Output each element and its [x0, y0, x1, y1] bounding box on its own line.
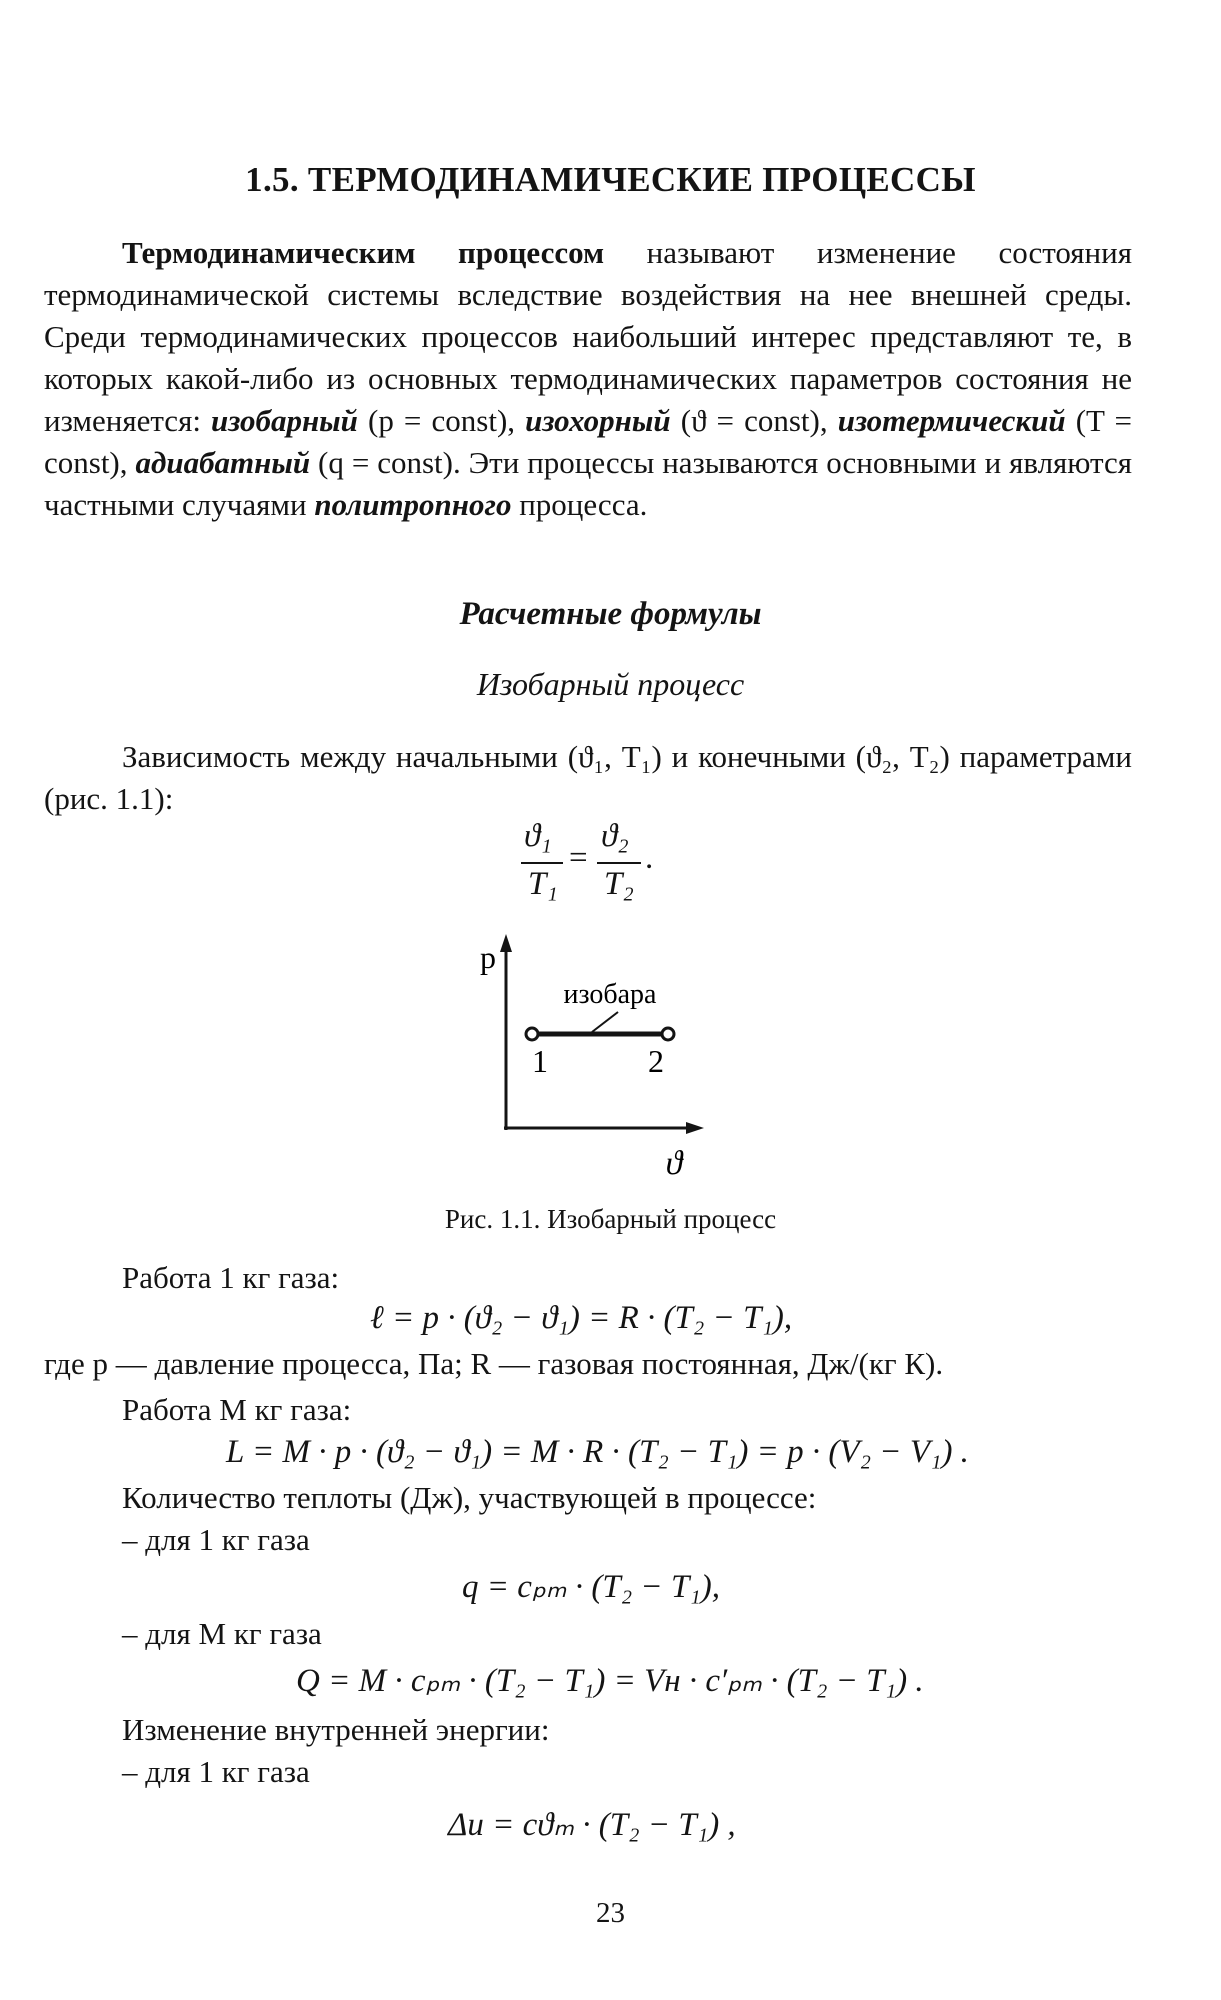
ratio-eq: =: [569, 840, 588, 876]
term-isochoric: изохорный: [525, 403, 671, 438]
point-1-label: 1: [532, 1043, 548, 1079]
isobar-diagram-svg: [460, 930, 760, 1180]
state-point-1: [526, 1028, 538, 1040]
adiabatic-condition: (q = const). Эти процессы называются основными и являются частными случаями: [44, 445, 1132, 522]
ratio-den2: T₂: [604, 866, 634, 902]
heat-Mkg-formula: Q = M · cₚₘ · (T₂ − T₁) = Vн · c′ₚₘ · (T₂ − T₁) .: [296, 1663, 924, 1699]
work-Mkg-label: Работа M кг газа:: [122, 1392, 352, 1427]
intro-text-end: процесса.: [511, 487, 648, 522]
isothermal-condition: (T = const),: [44, 403, 1133, 480]
energy-1kg-formula: Δu = cϑₘ · (T₂ − T₁) ,: [448, 1807, 736, 1843]
term-polytropic: политропного: [314, 487, 512, 522]
work-1kg-label: Работа 1 кг газа:: [122, 1260, 340, 1295]
ratio-num1: ϑ₁: [524, 818, 552, 854]
ratio-bar2: [597, 862, 641, 864]
term-isothermal: изотермический: [837, 403, 1066, 438]
energy-1kg-label: – для 1 кг газа: [122, 1754, 310, 1789]
subtitle-formulas: Расчетные формулы: [459, 596, 762, 632]
energy-label: Изменение внутренней энергии:: [122, 1712, 550, 1747]
heat-Mkg-label: – для M кг газа: [122, 1616, 322, 1651]
y-axis-label: p: [480, 939, 496, 975]
ratio-den1: T₁: [528, 866, 558, 902]
ratio-num2: ϑ₂: [601, 818, 629, 854]
ratio-bar1: [521, 862, 563, 864]
ratio-dot: .: [645, 840, 654, 876]
page-number: 23: [596, 1897, 625, 1929]
isobaric-condition: (p = const),: [357, 403, 526, 438]
figure-caption: Рис. 1.1. Изобарный процесс: [444, 1204, 777, 1234]
isochoric-condition: (ϑ = const),: [670, 403, 838, 438]
dependency-text: Зависимость между начальными (ϑ₁, T₁) и конечными (ϑ₂, T₂) параметрами (рис. 1.1):: [44, 739, 1132, 816]
x-axis-arrow-icon: [686, 1122, 704, 1134]
term-isobaric: изобарный: [211, 403, 358, 438]
work-Mkg-formula: L = M · p · (ϑ₂ − ϑ₁) = M · R · (T₂ − T₁) = p · (V₂ − V₁) .: [226, 1434, 969, 1470]
intro-text-1: называют изменение состояния термодинамической системы вследствие воздействия на нее внешней среды. Среди термодинамических процессов наибольший интерес представляют те, в которых какой-либо из основных термодинамических параметров состояния не изменяется:: [44, 235, 1132, 438]
heat-label: Количество теплоты (Дж), участвующей в процессе:: [122, 1480, 817, 1515]
state-point-2: [662, 1028, 674, 1040]
section-title: 1.5. ТЕРМОДИНАМИЧЕСКИЕ ПРОЦЕССЫ: [245, 160, 976, 199]
x-axis-label: ϑ: [665, 1145, 683, 1180]
isobar-label: изобара: [563, 979, 657, 1010]
label-leader-line: [592, 1012, 618, 1032]
dependency-paragraph: [44, 736, 1132, 820]
heat-1kg-label: – для 1 кг газа: [122, 1522, 310, 1557]
where-text: где p — давление процесса, Па; R — газовая постоянная, Дж/(кг К).: [44, 1346, 944, 1381]
isobar-diagram: [460, 930, 760, 1180]
term-thermodynamic-process: Термодинамическим процессом: [122, 235, 605, 270]
heat-1kg-formula: q = cₚₘ · (T₂ − T₁),: [462, 1569, 721, 1605]
point-2-label: 2: [648, 1043, 664, 1079]
subtitle-isobaric-process: Изобарный процесс: [476, 666, 745, 702]
y-axis-arrow-icon: [500, 934, 512, 952]
term-adiabatic: адиабатный: [135, 445, 311, 480]
intro-paragraph: [44, 232, 1132, 526]
work-1kg-formula: ℓ = p · (ϑ₂ − ϑ₁) = R · (T₂ − T₁),: [370, 1300, 793, 1336]
